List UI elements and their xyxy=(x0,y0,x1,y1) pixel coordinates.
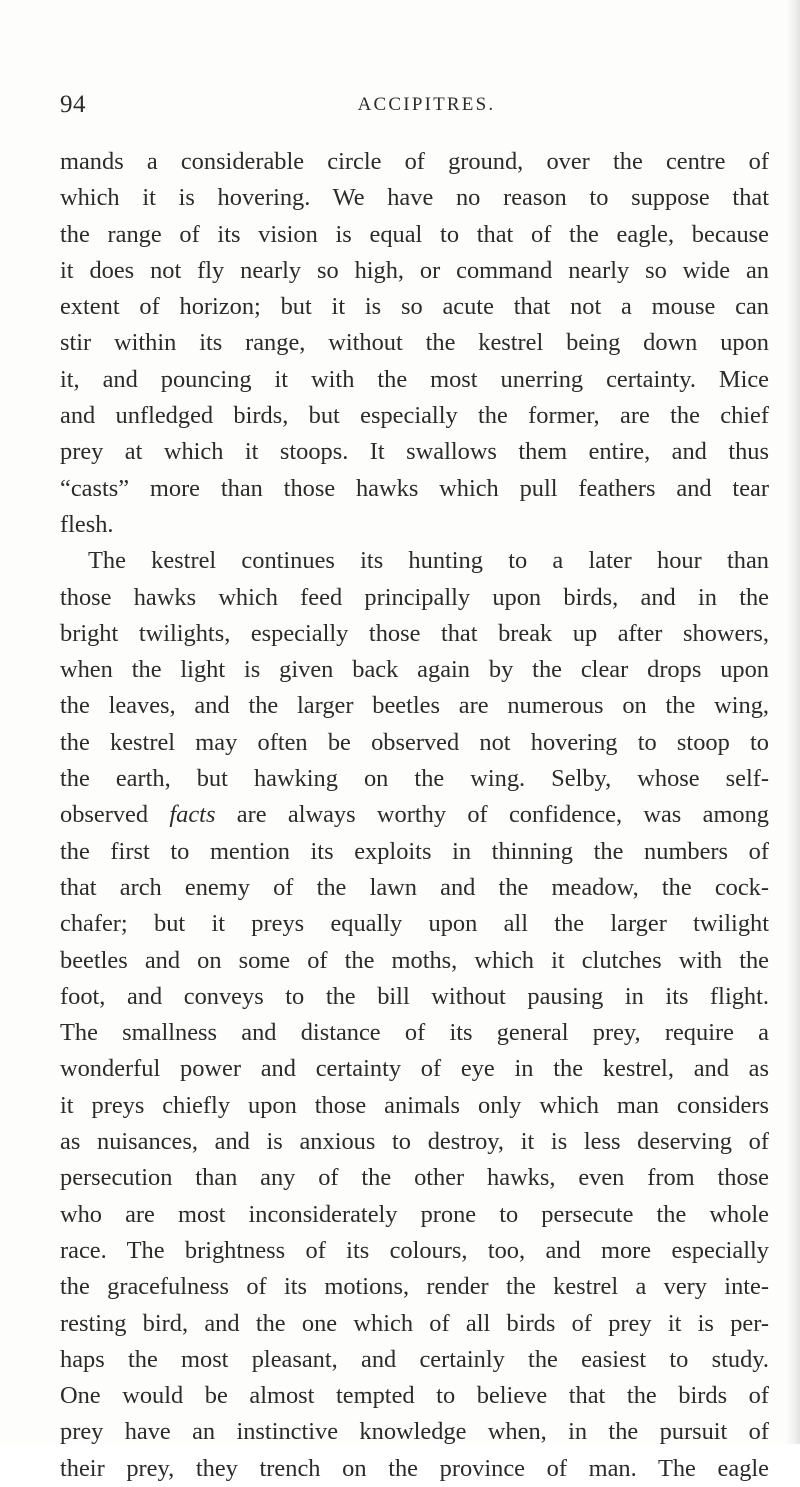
text-line: foot, and conveys to the bill without pausing in its flight. xyxy=(60,982,769,1010)
italic-word: facts xyxy=(169,801,216,829)
text-line xyxy=(60,797,769,833)
text-segment: observed xyxy=(60,801,170,829)
text-line: the gracefulness of its motions, render the kestrel a very inte- xyxy=(60,1273,769,1301)
text-line: prey at which it stoops. It swallows them entire, and thus xyxy=(60,438,769,466)
text-line: The smallness and distance of its general prey, require a xyxy=(60,1019,769,1047)
running-head: ACCIPITRES. xyxy=(357,94,496,115)
text-line: “casts” more than those hawks which pull feathers and tear xyxy=(60,474,769,502)
text-line: the range of its vision is equal to that of the eagle, because xyxy=(60,220,769,248)
text-line: mands a considerable circle of ground, over the centre of xyxy=(60,148,769,175)
text-line: The kestrel continues its hunting to a later hour than xyxy=(88,547,769,575)
text-line: who are most inconsiderately prone to persecute the whole xyxy=(60,1200,769,1228)
body-text xyxy=(60,144,769,1487)
text-line: stir within its range, without the kestrel being down upon xyxy=(60,329,769,357)
text-line: as nuisances, and is anxious to destroy, it is less deserving of xyxy=(60,1128,769,1156)
text-line: flesh. xyxy=(60,510,114,538)
text-line: bright twilights, especially those that break up after showers, xyxy=(60,619,769,647)
text-line: haps the most pleasant, and certainly the easiest to study. xyxy=(60,1345,769,1373)
text-line: the kestrel may often be observed not hovering to stoop to xyxy=(60,728,769,756)
text-line: wonderful power and certainty of eye in the kestrel, and as xyxy=(60,1055,769,1083)
text-line: when the light is given back again by the clear drops upon xyxy=(60,656,769,684)
text-line: persecution than any of the other hawks, even from those xyxy=(60,1164,769,1192)
text-line: the leaves, and the larger beetles are numerous on the wing, xyxy=(60,692,769,720)
text-segment: are always worthy of confidence, was among xyxy=(215,801,769,829)
page-number: 94 xyxy=(60,91,86,118)
text-line: their prey, they trench on the province of man. The eagle xyxy=(60,1454,769,1482)
text-line: which it is hovering. We have no reason to suppose that xyxy=(60,184,769,212)
page-edge-shadow xyxy=(786,0,800,1444)
text-line: that arch enemy of the lawn and the meadow, the cock- xyxy=(60,873,769,901)
text-line: and unfledged birds, but especially the former, are the chief xyxy=(60,402,769,430)
text-line: the first to mention its exploits in thinning the numbers of xyxy=(60,837,769,865)
page-header xyxy=(60,90,765,124)
text-line: it, and pouncing it with the most unerring certainty. Mice xyxy=(60,365,769,393)
text-line: One would be almost tempted to believe that the birds of xyxy=(60,1382,769,1410)
text-line: the earth, but hawking on the wing. Selby, whose self- xyxy=(60,765,769,793)
text-line: race. The brightness of its colours, too, and more especially xyxy=(60,1236,769,1264)
text-line: beetles and on some of the moths, which it clutches with the xyxy=(60,946,769,974)
text-line: those hawks which feed principally upon birds, and in the xyxy=(60,583,769,611)
text-line: it preys chiefly upon those animals only which man considers xyxy=(60,1091,769,1119)
text-line: prey have an instinctive knowledge when, in the pursuit of xyxy=(60,1418,769,1446)
text-line: it does not fly nearly so high, or command nearly so wide an xyxy=(60,256,769,284)
text-line: resting bird, and the one which of all birds of prey it is per- xyxy=(60,1309,769,1337)
text-line: chafer; but it preys equally upon all the larger twilight xyxy=(60,910,769,938)
text-line: extent of horizon; but it is so acute that not a mouse can xyxy=(60,293,769,321)
